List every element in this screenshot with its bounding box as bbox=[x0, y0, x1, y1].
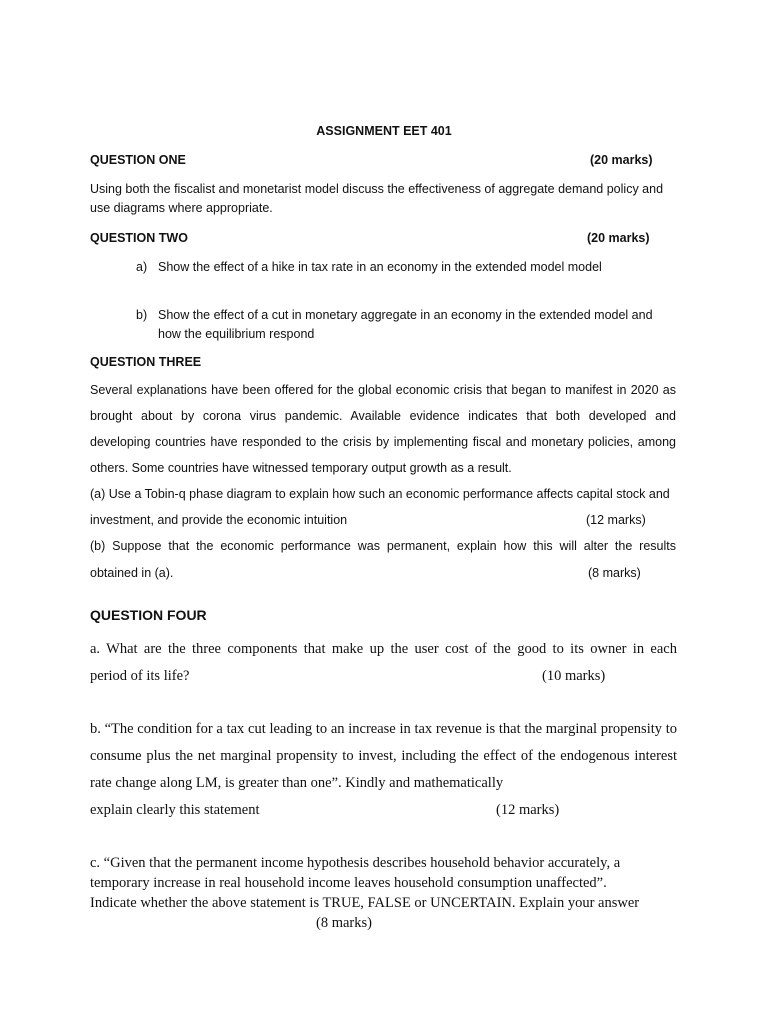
question-two-marks: (20 marks) bbox=[587, 231, 650, 245]
question-four-a: a. What are the three components that make up the user cost of the good to its owner in each bbox=[90, 641, 677, 657]
question-three-part-a-cont: investment, and provide the economic intuition bbox=[90, 513, 348, 527]
question-two-item-label: b) bbox=[136, 308, 148, 322]
question-four-b-last: explain clearly this statement bbox=[90, 802, 260, 818]
question-three-part-b-cont: obtained in (a). bbox=[90, 566, 174, 580]
question-one-text: Using both the fiscalist and monetarist model discuss the effectiveness of aggregate demand policy and use diagrams where appropriate. bbox=[90, 182, 664, 215]
question-two-item-text: Show the effect of a cut in monetary aggregate in an economy in the extended model and how the equilibrium respond bbox=[158, 308, 653, 341]
page-title: ASSIGNMENT EET 401 bbox=[316, 124, 452, 138]
question-four-heading: QUESTION FOUR bbox=[90, 607, 207, 623]
question-four-b-marks: (12 marks) bbox=[496, 802, 560, 818]
question-three-part-a: (a) Use a Tobin-q phase diagram to explain how such an economic performance affects capital stock and bbox=[90, 487, 670, 501]
question-two-item-label: a) bbox=[136, 260, 148, 274]
question-four-a-marks: (10 marks) bbox=[542, 668, 606, 684]
question-three-part-a-marks: (12 marks) bbox=[586, 513, 646, 527]
question-two-item-text: Show the effect of a hike in tax rate in an economy in the extended model model bbox=[158, 260, 602, 274]
question-four-a-cont: period of its life? bbox=[90, 668, 190, 684]
question-four-b: b. “The condition for a tax cut leading to an increase in tax revenue is that the marginal propensity to consume plus the net marginal propensity to invest, including the effect of the endogenous interest rate change along LM, is greater than one”. Kindly and mathematically bbox=[90, 721, 677, 791]
question-one-heading: QUESTION ONE bbox=[90, 153, 186, 167]
question-one-marks: (20 marks) bbox=[590, 153, 653, 167]
question-four-c-cont: temporary increase in real household income leaves household consumption unaffected”. bbox=[90, 875, 607, 891]
question-three-part-b-marks: (8 marks) bbox=[588, 566, 641, 580]
question-three-part-b: (b) Suppose that the economic performance was permanent, explain how this will alter the results bbox=[90, 539, 676, 553]
question-four-c: c. “Given that the permanent income hypothesis describes household behavior accurately, a bbox=[90, 855, 621, 871]
question-three-intro: Several explanations have been offered for the global economic crisis that began to manifest in 2020 as brought about by corona virus pandemic. Available evidence indicates that both developed and developing countries have responded to the crisis by implementing fiscal and monetary policies, among others. Some countries have witnessed temporary output growth as a result. bbox=[90, 383, 676, 475]
question-four-c-cont: Indicate whether the above statement is TRUE, FALSE or UNCERTAIN. Explain your answer bbox=[90, 895, 640, 911]
question-four-c-marks: (8 marks) bbox=[316, 915, 372, 931]
question-three-heading: QUESTION THREE bbox=[90, 355, 202, 369]
question-two-heading: QUESTION TWO bbox=[90, 231, 188, 245]
